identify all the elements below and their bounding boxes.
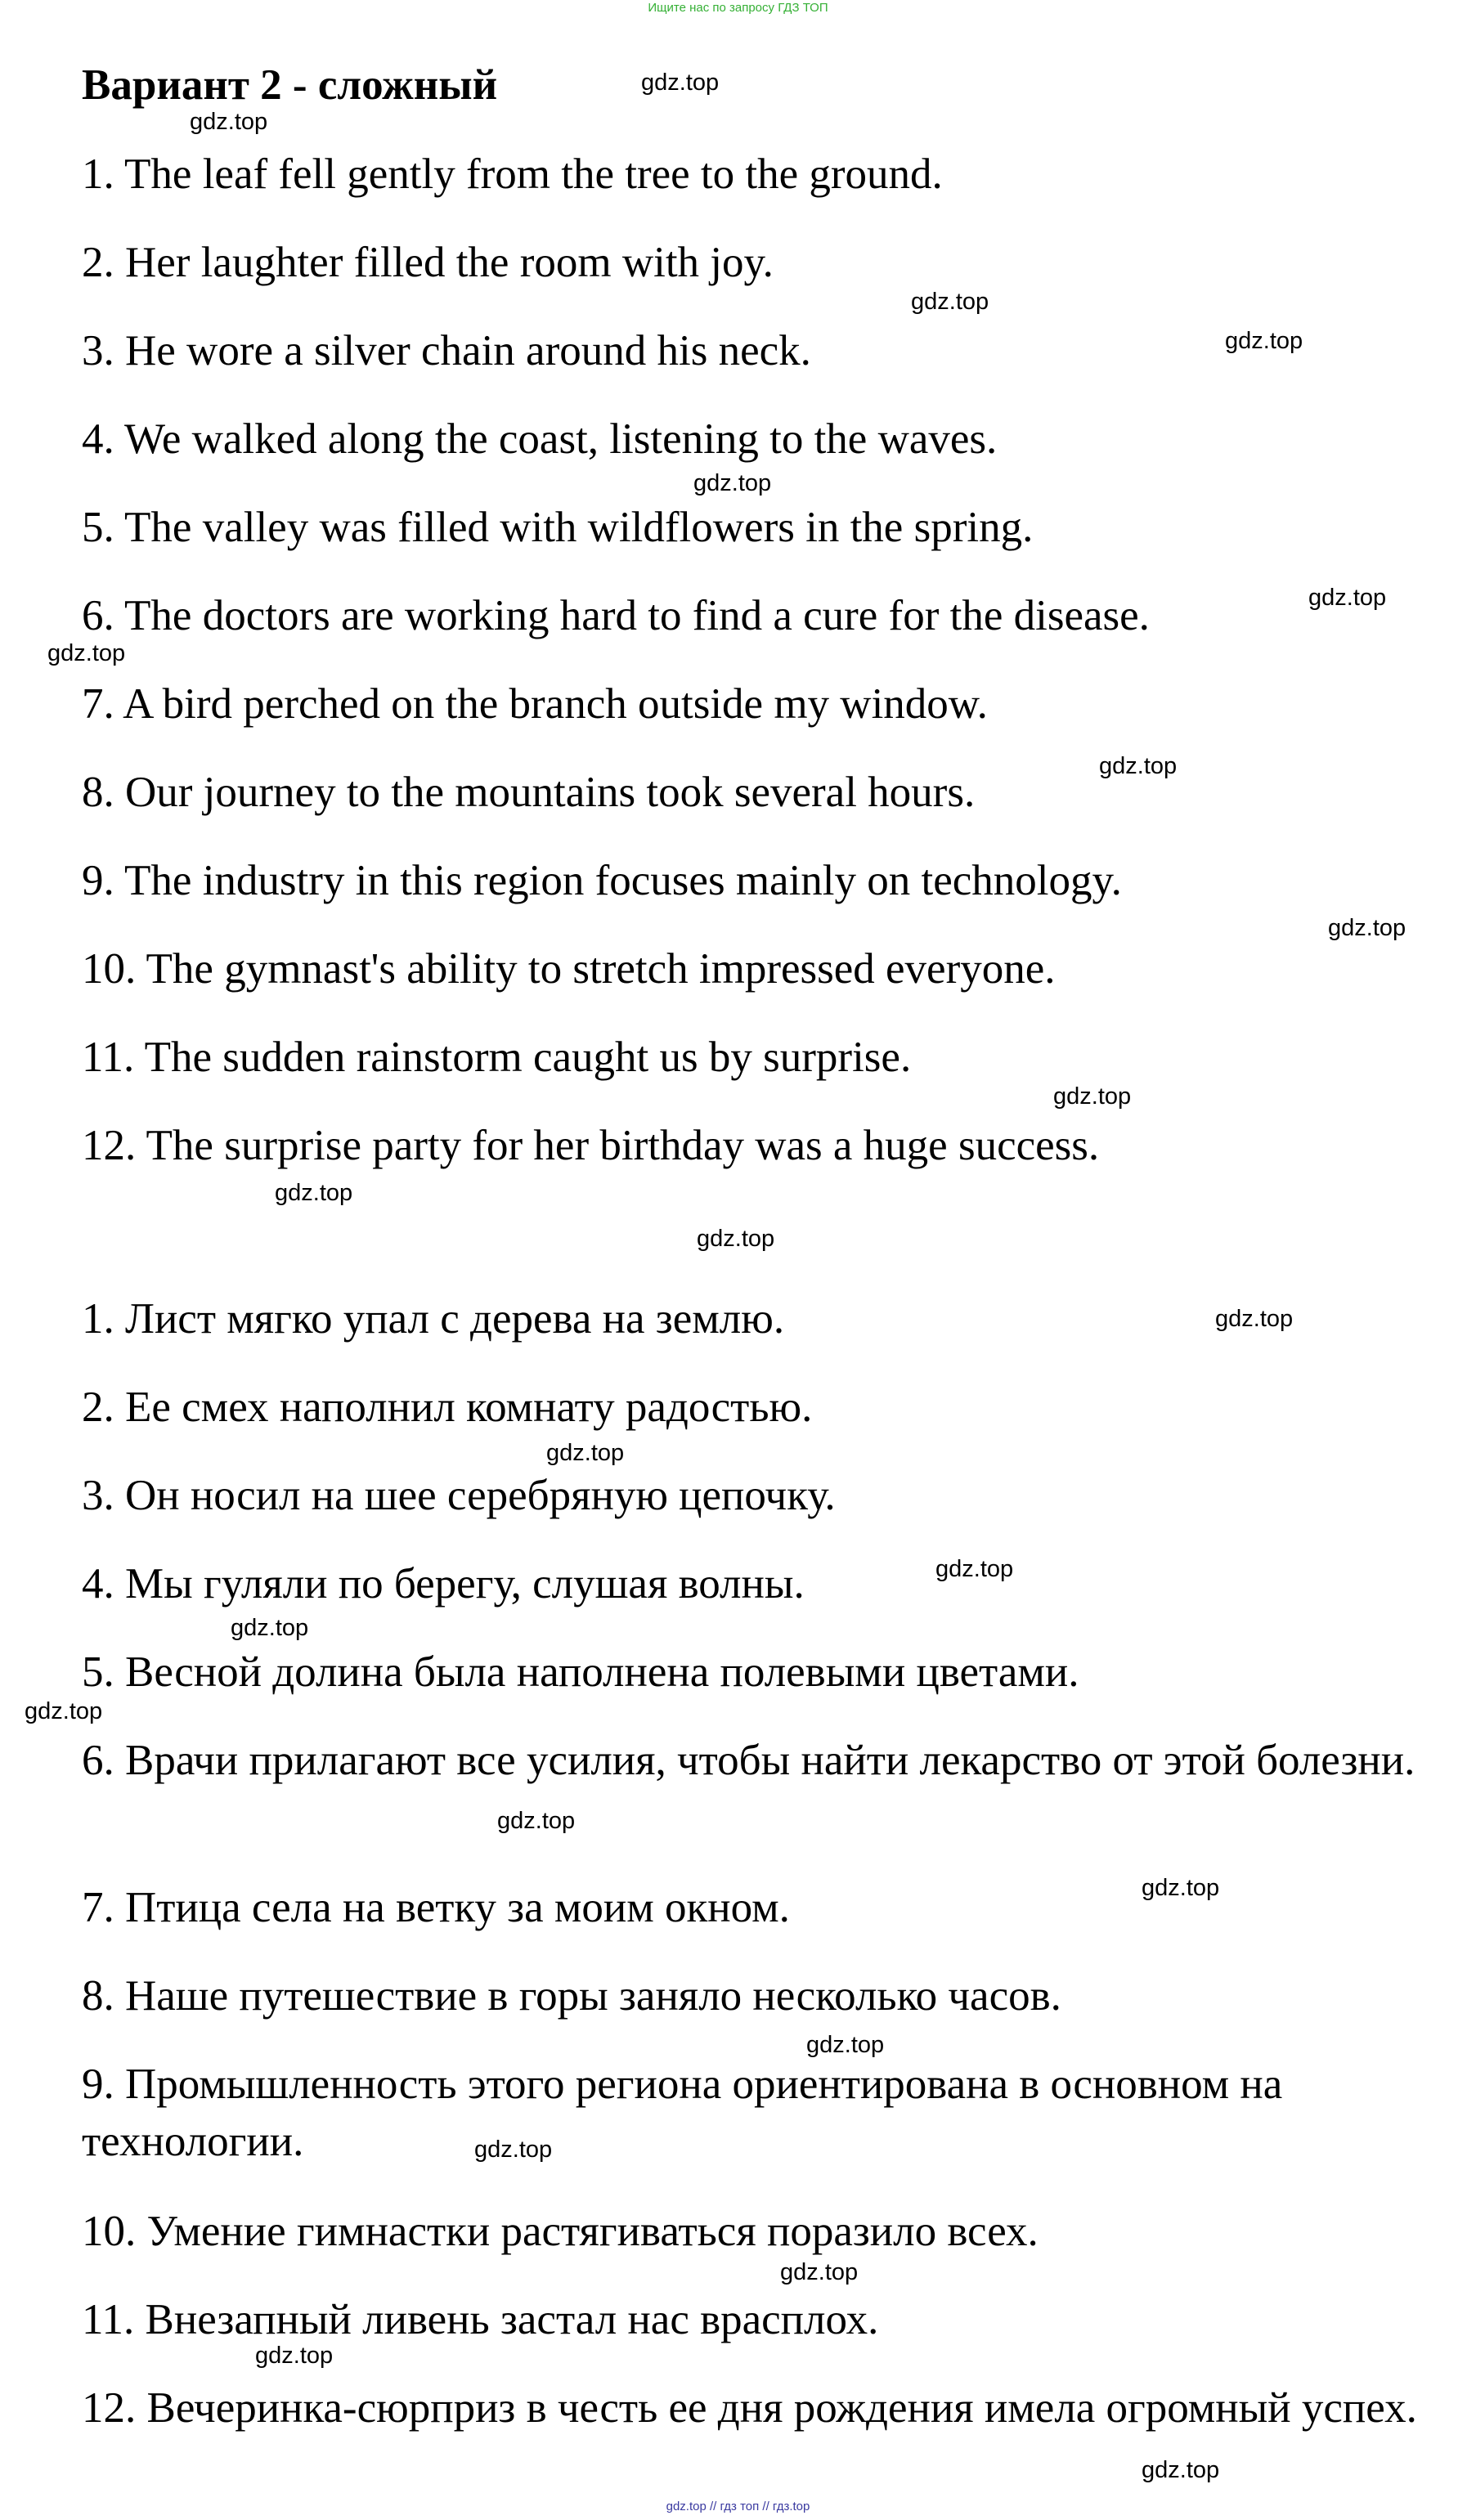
- watermark: gdz.top: [1225, 328, 1303, 354]
- english-sentence-8: 8. Our journey to the mountains took several hours.: [82, 769, 976, 816]
- watermark: gdz.top: [911, 289, 989, 315]
- watermark: gdz.top: [546, 1440, 625, 1466]
- watermark: gdz.top: [47, 640, 126, 666]
- russian-sentence-1: 1. Лист мягко упал с дерева на землю.: [82, 1295, 785, 1343]
- russian-sentence-3: 3. Он носил на шее серебряную цепочку.: [82, 1472, 836, 1519]
- english-sentence-3: 3. He wore a silver chain around his neck.: [82, 327, 811, 374]
- watermark: gdz.top: [25, 1698, 103, 1724]
- watermark: gdz.top: [693, 470, 772, 496]
- english-sentence-1: 1. The leaf fell gently from the tree to the ground.: [82, 150, 943, 198]
- russian-sentence-5: 5. Весной долина была наполнена полевыми цветами.: [82, 1648, 1079, 1696]
- watermark: gdz.top: [474, 2137, 553, 2163]
- russian-sentence-2: 2. Ее смех наполнил комнату радостью.: [82, 1383, 813, 1431]
- russian-sentence-9: 9. Промышленность этого региона ориентирована в основном на технологии.: [82, 2060, 1283, 2165]
- top-banner: Ищите нас по запросу ГДЗ ТОП: [648, 1, 828, 15]
- watermark: gdz.top: [1053, 1083, 1132, 1110]
- watermark: gdz.top: [1099, 753, 1178, 779]
- watermark: gdz.top: [1215, 1306, 1294, 1332]
- russian-sentence-6: 6. Врачи прилагают все усилия, чтобы найти лекарство от этой болезни.: [82, 1737, 1415, 1784]
- footer-watermark: gdz.top // гдз топ // гдз.top: [666, 2500, 810, 2513]
- english-sentence-6: 6. The doctors are working hard to find a cure for the disease.: [82, 592, 1150, 639]
- english-sentence-2: 2. Her laughter filled the room with joy.: [82, 239, 774, 286]
- russian-sentence-10: 10. Умение гимнастки растягиваться поразило всех.: [82, 2208, 1039, 2255]
- page-title: Вариант 2 - сложный: [82, 61, 498, 109]
- russian-sentence-4: 4. Мы гуляли по берегу, слушая волны.: [82, 1560, 805, 1608]
- watermark: gdz.top: [190, 109, 268, 135]
- watermark: gdz.top: [1142, 1875, 1220, 1901]
- watermark: gdz.top: [231, 1615, 309, 1641]
- english-sentence-12: 12. The surprise party for her birthday was a huge success.: [82, 1122, 1100, 1169]
- english-sentence-5: 5. The valley was filled with wildflowers in the spring.: [82, 504, 1034, 551]
- russian-sentence-8: 8. Наше путешествие в горы заняло несколько часов.: [82, 1972, 1061, 2020]
- watermark: gdz.top: [255, 2343, 334, 2369]
- english-sentence-11: 11. The sudden rainstorm caught us by surprise.: [82, 1034, 912, 1081]
- watermark: gdz.top: [1308, 585, 1387, 611]
- watermark: gdz.top: [697, 1226, 775, 1252]
- watermark: gdz.top: [275, 1180, 353, 1206]
- russian-sentence-12: 12. Вечеринка-сюрприз в честь ее дня рождения имела огромный успех.: [82, 2384, 1417, 2432]
- watermark: gdz.top: [1328, 915, 1406, 941]
- english-sentence-7: 7. A bird perched on the branch outside my window.: [82, 680, 988, 728]
- russian-sentence-11: 11. Внезапный ливень застал нас врасплох.: [82, 2296, 879, 2343]
- watermark: gdz.top: [780, 2259, 859, 2285]
- watermark: gdz.top: [1142, 2457, 1220, 2483]
- english-sentence-9: 9. The industry in this region focuses mainly on technology.: [82, 857, 1122, 904]
- english-sentence-4: 4. We walked along the coast, listening to the waves.: [82, 415, 998, 463]
- watermark: gdz.top: [641, 70, 720, 96]
- watermark: gdz.top: [497, 1808, 576, 1834]
- english-sentence-10: 10. The gymnast's ability to stretch impressed everyone.: [82, 945, 1056, 993]
- russian-sentence-7: 7. Птица села на ветку за моим окном.: [82, 1884, 790, 1931]
- watermark: gdz.top: [935, 1556, 1014, 1582]
- watermark: gdz.top: [806, 2032, 885, 2058]
